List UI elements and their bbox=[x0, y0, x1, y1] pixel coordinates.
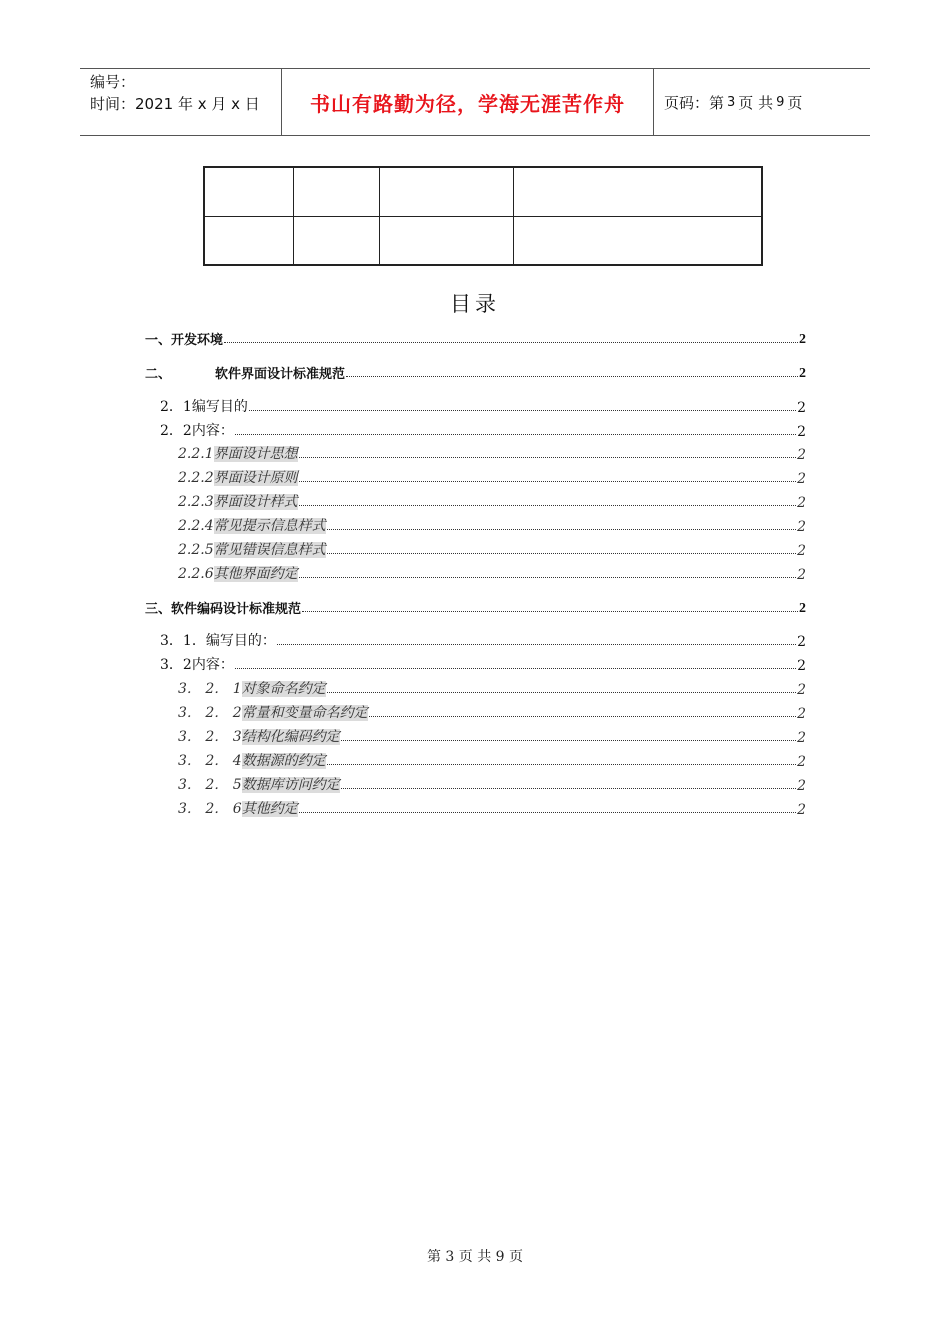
toc-entry-number: 2.2.4 bbox=[178, 518, 214, 534]
toc-entry-page: 2 bbox=[797, 424, 806, 440]
table-cell bbox=[379, 167, 513, 216]
page-header bbox=[80, 68, 870, 136]
toc-entry-page: 2 bbox=[797, 754, 806, 770]
toc-entry-number: 2．2 bbox=[160, 423, 192, 439]
toc-entry-text: 界面设计思想 bbox=[213, 446, 298, 462]
footer-suffix: 页 bbox=[509, 1249, 524, 1265]
header-meta bbox=[80, 69, 281, 135]
page-prefix: 页码：第 bbox=[664, 93, 725, 112]
toc-leader bbox=[299, 505, 796, 506]
toc-entry-page: 2 bbox=[797, 400, 806, 416]
toc-entry-page: 2 bbox=[797, 634, 806, 650]
toc-entry-number: 3． 2． 6 bbox=[178, 801, 242, 817]
toc-entry-number: 2.2.2 bbox=[178, 470, 214, 486]
toc-entry[interactable] bbox=[160, 418, 806, 440]
toc-entry-number: 3． 2． 1 bbox=[178, 681, 242, 697]
toc-entry-number: 2.2.5 bbox=[178, 542, 214, 558]
toc-entry[interactable] bbox=[178, 465, 806, 487]
toc-entry[interactable] bbox=[178, 772, 806, 794]
toc-entry[interactable] bbox=[178, 676, 806, 698]
table-cell bbox=[293, 216, 379, 265]
toc-entry-text: 编写目的： bbox=[205, 633, 276, 649]
toc-entry-page: 2 bbox=[797, 658, 806, 674]
toc-entry-number: 3． 2． 3 bbox=[178, 729, 242, 745]
toc-entry-page: 2 bbox=[799, 366, 806, 381]
toc-leader bbox=[327, 692, 796, 693]
current-page-number: 3 bbox=[727, 94, 736, 110]
toc-entry-text: 内容： bbox=[191, 657, 234, 673]
toc-entry-number: 3． 2． 4 bbox=[178, 753, 242, 769]
toc-entry[interactable] bbox=[145, 326, 806, 348]
toc-entry[interactable] bbox=[160, 652, 806, 674]
toc-entry-page: 2 bbox=[797, 447, 806, 463]
table-cell bbox=[293, 167, 379, 216]
toc-leader bbox=[299, 457, 796, 458]
toc-leader bbox=[299, 481, 796, 482]
toc-entry-text: 界面设计原则 bbox=[213, 470, 298, 486]
toc-leader bbox=[235, 434, 796, 435]
toc-entry-page: 2 bbox=[797, 567, 806, 583]
toc-entry-number: 2.2.3 bbox=[178, 494, 214, 510]
toc-entry[interactable] bbox=[178, 537, 806, 559]
toc-leader bbox=[327, 764, 796, 765]
page-footer bbox=[0, 1246, 950, 1266]
toc-entry-page: 2 bbox=[797, 682, 806, 698]
toc-leader bbox=[341, 788, 796, 789]
toc-leader bbox=[346, 376, 798, 377]
toc-entry-text: 界面设计样式 bbox=[213, 494, 298, 510]
toc-entry[interactable] bbox=[178, 441, 806, 463]
footer-prefix: 第 bbox=[426, 1249, 441, 1265]
footer-mid: 页 共 bbox=[458, 1249, 492, 1265]
toc-entry-text: 编写目的 bbox=[191, 399, 248, 415]
toc-entry[interactable] bbox=[178, 700, 806, 722]
document-number-label: 编号： bbox=[90, 73, 136, 91]
toc-title: 目录 bbox=[450, 292, 500, 316]
header-page-info bbox=[654, 69, 870, 135]
toc-leader bbox=[277, 644, 796, 645]
toc-entry-number: 一、 bbox=[145, 333, 172, 348]
total-page-number: 9 bbox=[776, 94, 785, 110]
toc-entry[interactable] bbox=[178, 489, 806, 511]
header-motto: 书山有路勤为径，学海无涯苦作舟 bbox=[281, 69, 654, 135]
toc-entry-text: 数据源的约定 bbox=[241, 753, 326, 769]
toc-entry[interactable] bbox=[145, 360, 806, 382]
toc-entry-page: 2 bbox=[797, 519, 806, 535]
toc-leader bbox=[369, 716, 796, 717]
toc-entry-number: 二、 bbox=[145, 367, 172, 382]
toc-entry-number: 2.2.6 bbox=[178, 566, 214, 582]
footer-current-page: 3 bbox=[445, 1249, 455, 1265]
toc-entry-text: 数据库访问约定 bbox=[241, 777, 340, 793]
toc-leader bbox=[327, 553, 796, 554]
toc-entry-number: 3．2 bbox=[160, 657, 192, 673]
toc-entry-text: 常量和变量命名约定 bbox=[241, 705, 368, 721]
toc-entry-number: 3．1． bbox=[160, 633, 206, 649]
toc-entry-page: 2 bbox=[797, 471, 806, 487]
toc-leader bbox=[341, 740, 796, 741]
table-row bbox=[204, 216, 762, 265]
table-row bbox=[204, 167, 762, 216]
toc-entry-number: 3． 2． 2 bbox=[178, 705, 242, 721]
toc-entry-text: 软件界面设计标准规范 bbox=[215, 367, 346, 382]
toc-leader bbox=[299, 577, 796, 578]
table-cell bbox=[204, 216, 293, 265]
toc-entry[interactable] bbox=[145, 595, 806, 617]
toc-entry-text: 内容： bbox=[191, 423, 234, 439]
toc-leader bbox=[299, 812, 796, 813]
toc-entry[interactable] bbox=[160, 394, 806, 416]
toc-entry-number: 3． 2． 5 bbox=[178, 777, 242, 793]
toc-entry-page: 2 bbox=[797, 802, 806, 818]
toc-entry-number: 2.2.1 bbox=[178, 446, 214, 462]
toc-entry-page: 2 bbox=[797, 543, 806, 559]
document-date: 时间：2021 年 x 月 x 日 bbox=[90, 95, 260, 113]
toc-entry[interactable] bbox=[160, 628, 806, 650]
toc-entry-number: 2．1 bbox=[160, 399, 192, 415]
toc-leader bbox=[249, 410, 796, 411]
toc-entry-text: 软件编码设计标准规范 bbox=[171, 602, 302, 617]
toc-entry[interactable] bbox=[178, 513, 806, 535]
toc-entry-page: 2 bbox=[797, 706, 806, 722]
toc-entry-text: 对象命名约定 bbox=[241, 681, 326, 697]
toc-entry-text: 其他界面约定 bbox=[213, 566, 298, 582]
toc-entry-text: 结构化编码约定 bbox=[241, 729, 340, 745]
toc-entry[interactable] bbox=[178, 748, 806, 770]
table-cell bbox=[513, 216, 762, 265]
table-cell bbox=[513, 167, 762, 216]
toc-entry-page: 2 bbox=[799, 601, 806, 616]
toc-entry-page: 2 bbox=[799, 332, 806, 347]
table-cell bbox=[379, 216, 513, 265]
toc-entry[interactable] bbox=[178, 561, 806, 583]
toc-entry-page: 2 bbox=[797, 778, 806, 794]
toc-leader bbox=[224, 342, 798, 343]
table-cell bbox=[204, 167, 293, 216]
toc-entry-text: 开发环境 bbox=[171, 333, 224, 348]
toc-entry-text: 常见错误信息样式 bbox=[213, 542, 326, 558]
page-mid: 页 共 bbox=[738, 93, 774, 112]
toc-entry-page: 2 bbox=[797, 495, 806, 511]
toc-leader bbox=[302, 611, 798, 612]
toc-entry[interactable] bbox=[178, 796, 806, 818]
toc-entry[interactable] bbox=[178, 724, 806, 746]
toc-leader bbox=[327, 529, 796, 530]
footer-total-pages: 9 bbox=[495, 1249, 505, 1265]
page-suffix: 页 bbox=[787, 93, 803, 112]
toc-entry-page: 2 bbox=[797, 730, 806, 746]
toc-leader bbox=[235, 668, 796, 669]
toc-entry-text: 其他约定 bbox=[241, 801, 298, 817]
blank-table bbox=[203, 166, 763, 266]
toc-entry-text: 常见提示信息样式 bbox=[213, 518, 326, 534]
toc-entry-number: 三、 bbox=[145, 602, 172, 617]
